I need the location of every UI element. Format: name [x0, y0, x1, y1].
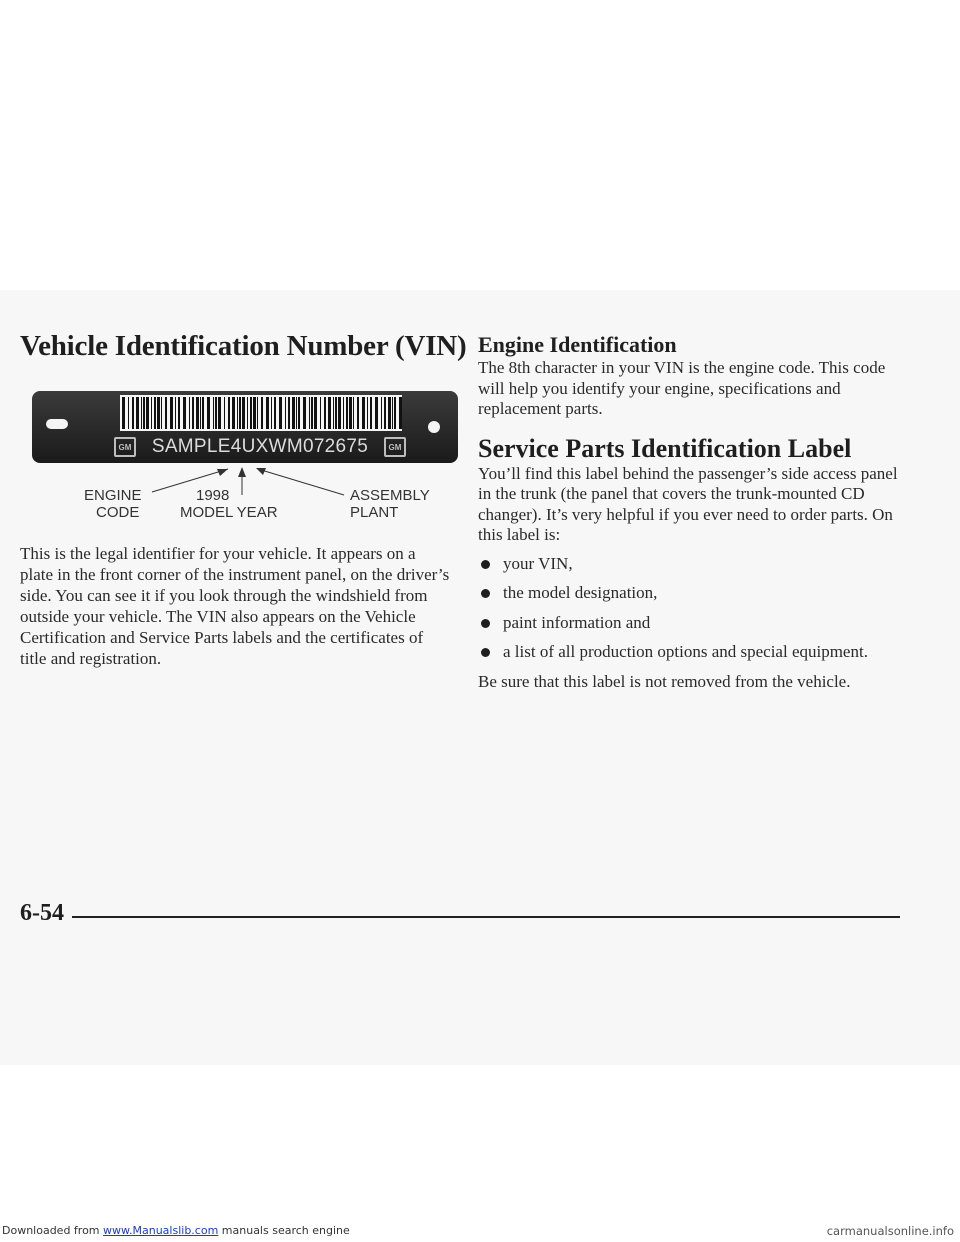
page-number: 6-54 [20, 900, 64, 926]
service-parts-paragraph: You’ll find this label behind the passenger’s side access panel in the trunk (the panel that covers the trunk-mounted CD changer). It’s very helpful if you ever need to order parts. On this label is: [478, 463, 898, 544]
banner-suffix: manuals search engine [221, 1224, 350, 1237]
list-item: your VIN, [478, 554, 898, 575]
list-item: paint information and [478, 613, 898, 634]
label-year-value: 1998 [196, 487, 230, 504]
label-assembly: ASSEMBLY [350, 487, 430, 504]
gm-logo-icon: GM [114, 437, 136, 457]
vin-number: SAMPLE4UXWM072675 [151, 436, 369, 457]
label-plant: PLANT [350, 504, 399, 521]
banner-prefix: Downloaded from [2, 1224, 100, 1237]
manualslib-link[interactable]: www.Manualslib.com [103, 1224, 219, 1237]
download-banner [2, 1224, 350, 1240]
right-column [478, 332, 898, 692]
label-engine-code: CODE [96, 504, 140, 521]
engine-heading: Engine Identification [478, 332, 677, 357]
service-parts-heading: Service Parts Identification Label [478, 433, 852, 463]
vin-paragraph: This is the legal identifier for your vehicle. It appears on a plate in the front corner of the instrument panel, on the driver’s side. You can see it if you look through the windshield from outside your vehicle. The VIN also appears on the Vehicle Certification and Service Parts labels and the certificates of title and registration. [20, 544, 450, 668]
service-parts-list [478, 554, 898, 663]
vin-heading: Vehicle Identification Number (VIN) [20, 330, 467, 362]
list-item: the model designation, [478, 583, 898, 604]
footer-rule [72, 916, 900, 918]
bullet-icon [481, 560, 490, 569]
label-engine: ENGINE [84, 487, 142, 504]
bullet-icon [481, 648, 490, 657]
watermark: carmanualsonline.info [826, 1224, 954, 1238]
gm-logo-icon: GM [384, 437, 406, 457]
left-column [20, 330, 467, 669]
vin-plate-figure [20, 381, 450, 531]
bullet-icon [481, 619, 490, 628]
bullet-icon [481, 589, 490, 598]
label-model-year: MODEL YEAR [180, 504, 278, 521]
list-item: a list of all production options and special equipment. [478, 642, 898, 663]
closing-paragraph: Be sure that this label is not removed from the vehicle. [478, 671, 851, 691]
page-footer [20, 900, 900, 930]
engine-paragraph: The 8th character in your VIN is the engine code. This code will help you identify your engine, specifications and replacement parts. [478, 358, 886, 418]
